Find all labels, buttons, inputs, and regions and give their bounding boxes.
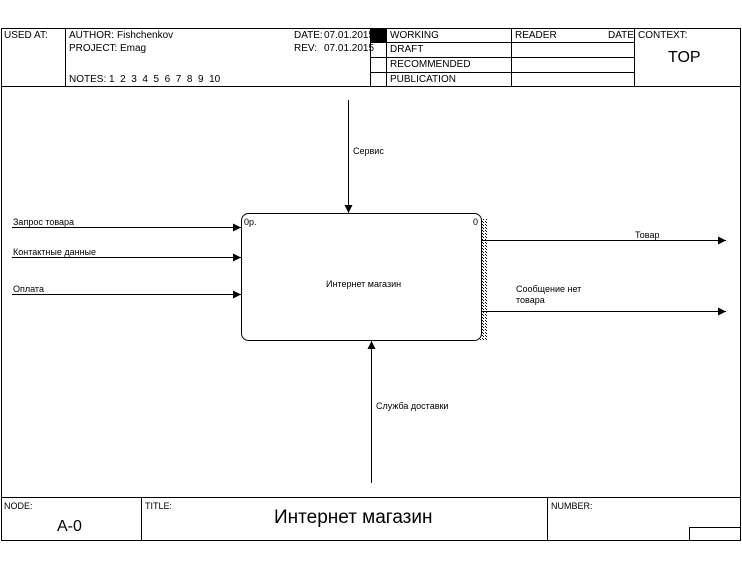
- output-label-no-goods-line1: Сообщение нет: [516, 284, 582, 294]
- title-label: TITLE:: [145, 501, 173, 511]
- notes-numbers: 1 2 3 4 5 6 7 8 9 10: [109, 74, 221, 85]
- author-value: Fishchenkov: [117, 30, 174, 41]
- node-label: NODE:: [4, 501, 33, 511]
- status-working: WORKING: [390, 30, 439, 41]
- diagram-title: Интернет магазин: [274, 507, 433, 528]
- reader-label: READER: [515, 30, 557, 41]
- input-label-payment: Оплата: [13, 284, 44, 294]
- activity-box: [242, 214, 482, 341]
- notes-label: NOTES:: [69, 74, 107, 85]
- output-label-no-goods-line2: товара: [516, 295, 545, 305]
- control-label: Сервис: [353, 146, 384, 156]
- rev-label: REV:: [294, 43, 317, 54]
- box-cost: 0р.: [244, 217, 257, 227]
- context-label: CONTEXT:: [638, 30, 688, 41]
- status-publication: PUBLICATION: [390, 74, 456, 85]
- output-label-goods: Товар: [635, 230, 660, 240]
- project-label: PROJECT:: [69, 43, 118, 54]
- context-value: TOP: [668, 49, 701, 66]
- date-label: DATE:: [294, 30, 323, 41]
- input-label-request: Запрос товара: [13, 217, 75, 227]
- status-recommended: RECOMMENDED: [390, 59, 471, 70]
- author-label: AUTHOR:: [69, 30, 114, 41]
- input-label-contacts: Контактные данные: [13, 247, 97, 257]
- mechanism-label: Служба доставки: [376, 401, 449, 411]
- project-value: Emag: [120, 43, 147, 54]
- box-number: 0: [473, 217, 479, 227]
- number-label: NUMBER:: [551, 501, 593, 511]
- node-value: A-0: [57, 518, 82, 535]
- activity-box-label: Интернет магазин: [326, 279, 402, 289]
- reader-date-label: DATE: [608, 30, 634, 41]
- date-value: 07.01.2015: [324, 30, 375, 41]
- used-at-label: USED AT:: [4, 30, 48, 41]
- rev-value: 07.01.2015: [324, 43, 375, 54]
- status-draft: DRAFT: [390, 44, 424, 55]
